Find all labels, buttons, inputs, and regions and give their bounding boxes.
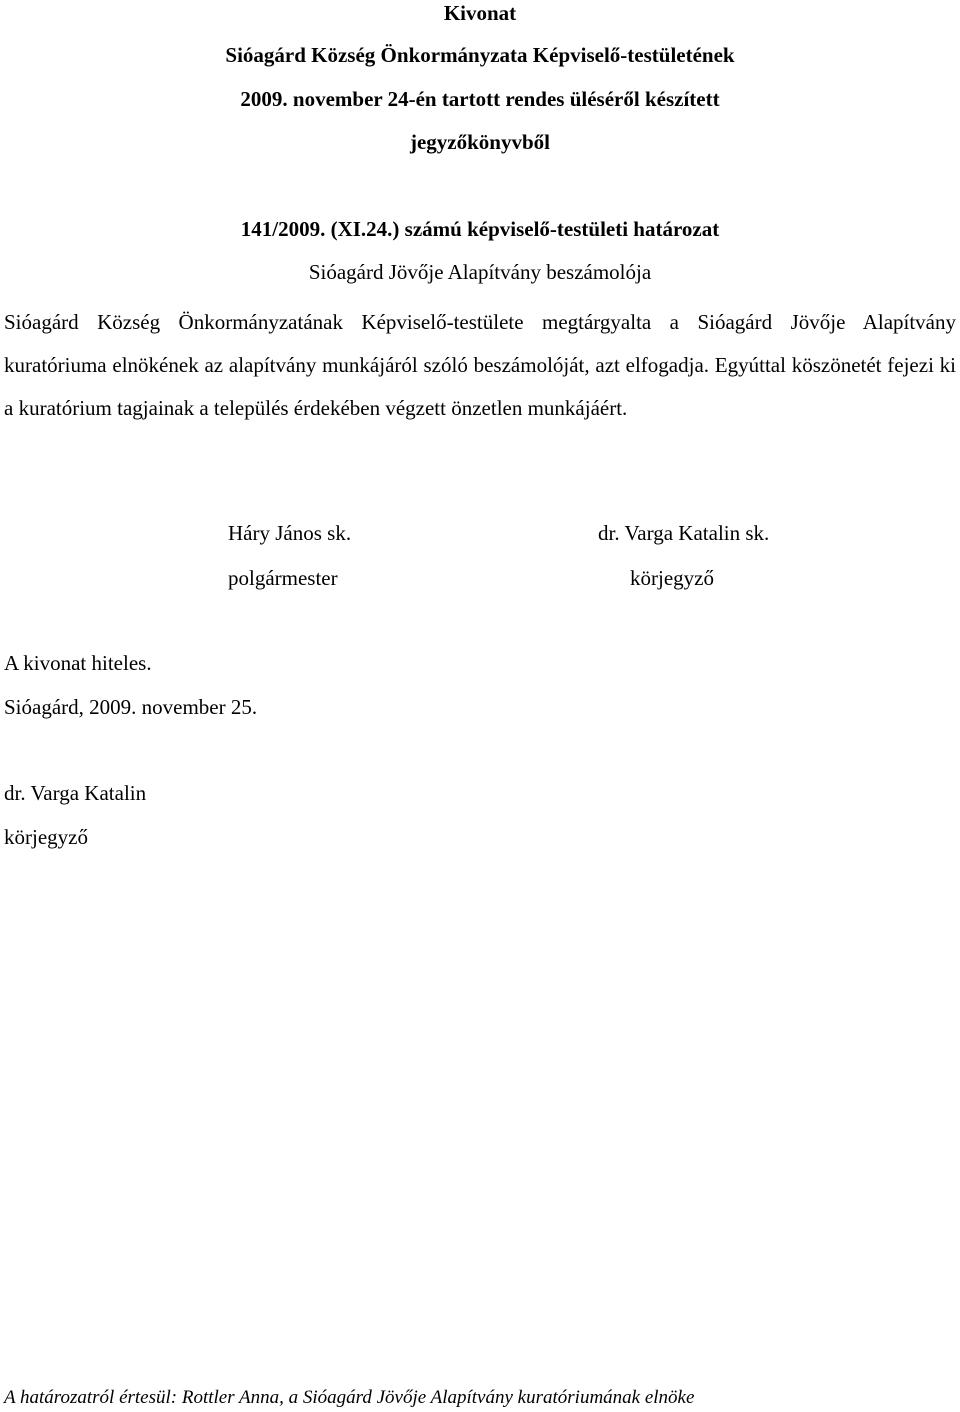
heading-line-1: Sióagárd Község Önkormányzata Képviselő-testületének <box>225 43 735 67</box>
resolution-body: Sióagárd Község Önkormányzatának Képviselő-testülete megtárgyalta a Sióagárd Jövője Alapítvány kuratóriuma elnökének az alapítvány munkájáról szóló beszámolóját, azt elfogadja. Egyúttal köszönetét fejezi ki a kuratórium tagjainak a település érdekében végzett önzetlen munkájáért. <box>4 310 956 420</box>
clerk-signature-title: körjegyző <box>630 566 714 590</box>
certification-text: A kivonat hiteles. <box>4 651 152 675</box>
certifier-title: körjegyző <box>4 825 88 849</box>
place-date: Sióagárd, 2009. november 25. <box>4 695 258 719</box>
document-title: Kivonat <box>443 1 517 25</box>
footer-note: A határozatról értesül: Rottler Anna, a Sióagárd Jövője Alapítvány kuratóriumának elnöke <box>4 1387 695 1408</box>
mayor-signature-title: polgármester <box>228 566 338 590</box>
resolution-subject: Sióagárd Jövője Alapítvány beszámolója <box>308 260 652 284</box>
certifier-name: dr. Varga Katalin <box>4 781 147 805</box>
mayor-signature-name: Háry János sk. <box>228 521 352 545</box>
heading-line-3: jegyzőkönyvből <box>409 130 550 154</box>
clerk-signature-name: dr. Varga Katalin sk. <box>598 521 770 545</box>
resolution-number: 141/2009. (XI.24.) számú képviselő-testületi határozat <box>240 217 720 241</box>
heading-line-2: 2009. november 24-én tartott rendes üléséről készített <box>240 87 720 111</box>
